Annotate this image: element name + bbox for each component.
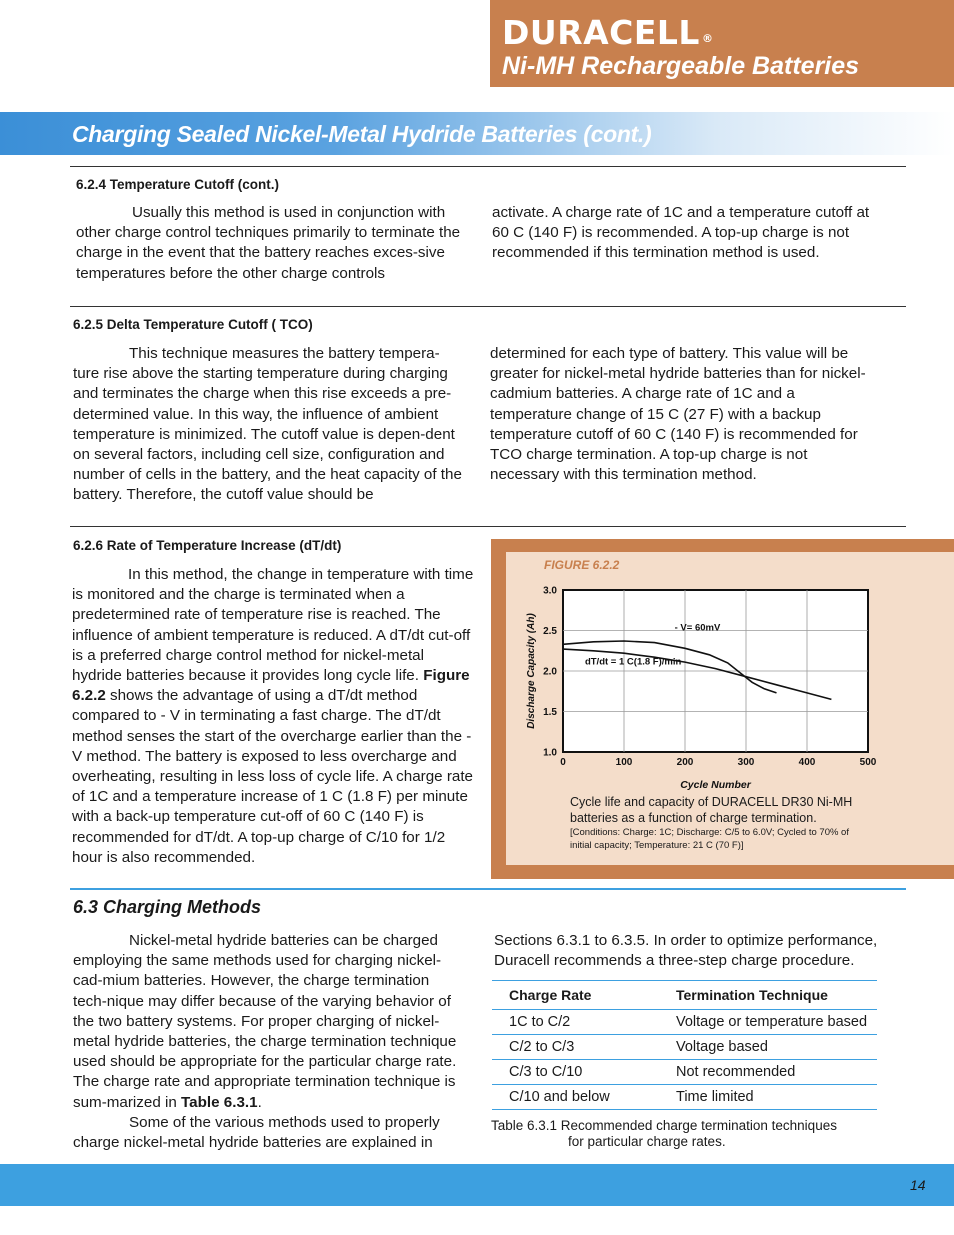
section-6-2-6-text-a: In this method, the change in temperature with time is monitored and the charge is terminated when a predetermined rate of temperature rise is reached. The influence of ambient temperature is reduced. A dT/dt cut-off is a preferred charge control method for nickel-metal hydride batteries because it provides long cycle life.: [72, 566, 474, 685]
y-axis-label: Discharge Capacity (Ah): [526, 613, 537, 729]
table-cell: C/3 to C/10: [492, 1060, 659, 1085]
table-row: [492, 1010, 877, 1035]
x-tick-label: 300: [737, 757, 755, 768]
section-6-2-6-text-b: shows the advantage of using a dT/dt method compared to - V in terminating a fast charge. The dT/dt method senses the start of the overcharge earlier than the - V method. The battery is exposed to less overcharge and overheating, resulting in less loss of cycle life. A charge rate of 1C and a temperature increase of 1 C (1.8 F) per minute with a back-up temperature cut-off of 60 C (140 F) is recommended for dT/dt. A top-up charge of C/10 for 1/2 hour is also recommended.: [72, 687, 473, 866]
section-6-2-5-col1: [73, 344, 465, 506]
table-cell: C/10 and below: [492, 1085, 659, 1110]
x-tick-label: 100: [615, 757, 633, 768]
section-6-3-col1-text-c: Some of the various methods used to properly charge nickel-metal hydride batteries are explained in: [73, 1113, 440, 1152]
figure-label: FIGURE 6.2.2: [544, 558, 620, 572]
table-cell: Time limited: [659, 1085, 877, 1110]
x-tick-label: 0: [560, 757, 566, 768]
section-6-3-col2: Sections 6.3.1 to 6.3.5. In order to optimize performance, Duracell recommends a three-step charge procedure.: [494, 932, 878, 970]
table-caption-line1: Table 6.3.1 Recommended charge termination techniques: [491, 1118, 837, 1133]
table-cell: C/2 to C/3: [492, 1035, 659, 1060]
table-caption-line2: for particular charge rates.: [568, 1134, 726, 1149]
table-header-charge-rate: Charge Rate: [492, 981, 659, 1010]
figure-caption: Cycle life and capacity of DURACELL DR30 Ni-MH batteries as a function of charge termination.: [570, 795, 853, 825]
page-number: 14: [910, 1177, 926, 1193]
brand-name: DURACELL: [502, 13, 700, 52]
y-tick-label: 3.0: [543, 585, 557, 597]
section-6-2-5-col1-text: This technique measures the battery tempera-ture rise above the starting temperature during charging and terminates the charge when this rise exceeds a pre-determined value. In this way, the influence of ambient temperature is minimized. The cutoff value is depen-dent on several factors, including cell size, configuration and number of cells in the battery, and the heat capacity of the battery. Therefore, the cutoff value should be: [73, 345, 462, 504]
page-footer: [0, 1164, 954, 1206]
y-tick-label: 1.0: [543, 747, 557, 759]
section-6-2-4-col1: [76, 203, 462, 284]
table-reference-link[interactable]: Table 6.3.1: [181, 1093, 258, 1111]
section-heading-6-2-5: 6.2.5 Delta Temperature Cutoff ( TCO): [73, 317, 313, 332]
x-tick-label: 400: [798, 757, 816, 768]
section-6-2-4-col2: activate. A charge rate of 1C and a temperature cutoff at 60 C (140 F) is recommended. A top-up charge is not recommended if this termination method is used.: [492, 204, 870, 262]
table-cell: Voltage or temperature based: [659, 1010, 877, 1035]
table-header-row: [492, 981, 877, 1010]
table-header-termination: Termination Technique: [659, 981, 877, 1010]
table-row: [492, 1035, 877, 1060]
x-tick-label: 500: [859, 757, 877, 768]
section-6-3-col1: [73, 931, 465, 1153]
table-cell: Voltage based: [659, 1035, 877, 1060]
registered-mark: ®: [701, 32, 714, 45]
series-label: dT/dt = 1 C(1.8 F)/min: [584, 656, 682, 668]
brand-subtitle: Ni-MH Rechargeable Batteries: [502, 52, 860, 80]
section-6-2-4-col1-text: Usually this method is used in conjunction with other charge control techniques primarily to terminate the charge in the event that the battery reaches exces-sive temperatures before the other charge controls: [76, 204, 461, 282]
brand-logo: [502, 14, 713, 52]
table-cell: Not recommended: [659, 1060, 877, 1085]
table-row: [492, 1085, 877, 1110]
x-tick-label: 200: [676, 757, 694, 768]
y-tick-label: 2.5: [543, 626, 557, 637]
y-tick-label: 1.5: [543, 707, 557, 718]
section-divider: [70, 166, 906, 167]
charge-termination-table: [492, 980, 877, 1110]
section-6-3-col1-text-a: Nickel-metal hydride batteries can be charged employing the same methods used for charging nickel-cad-mium batteries. However, the charge termination tech-nique may differ because of the varying behavior of the two battery systems. For proper charging of nickel-metal hydride batteries, the charge termination technique used should be appropriate for the particular charge rate. The charge rate and appropriate termination technique is sum-marized in: [73, 932, 457, 1111]
x-axis-label: Cycle Number: [680, 779, 751, 791]
section-heading-6-2-4: 6.2.4 Temperature Cutoff (cont.): [76, 177, 280, 192]
table-row: [492, 1060, 877, 1085]
page-title: Charging Sealed Nickel-Metal Hydride Batteries (cont.): [72, 121, 652, 147]
section-divider: [70, 526, 906, 527]
section-6-2-5-col2: determined for each type of battery. This value will be greater for nickel-metal hydride batteries than for nickel-cadmium batteries. A charge rate of 1C and a temperature change of 15 C (27 F) with a backup temperature cutoff of 60 C (140 F) is recommended for TCO charge termination. A top-up charge is not necessary with this termination method.: [490, 345, 866, 484]
figure-conditions: [Conditions: Charge: 1C; Discharge: C/5 to 6.0V; Cycled to 70% of initial capacity; Temperature: 21 C (70 F)]: [570, 827, 849, 851]
section-heading-6-2-6: 6.2.6 Rate of Temperature Increase (dT/dt): [73, 538, 342, 553]
series-label: - V= 60mV: [674, 622, 721, 634]
section-6-2-6-text: [72, 565, 476, 868]
table-cell: 1C to C/2: [492, 1010, 659, 1035]
table-caption: [491, 1118, 837, 1150]
section-6-3-col1-text-b: .: [257, 1093, 262, 1111]
figure-reference-link[interactable]: Figure 6.2.2: [72, 667, 470, 705]
section-heading-6-3: 6.3 Charging Methods: [73, 897, 262, 917]
y-tick-label: 2.0: [543, 666, 557, 678]
section-divider: [70, 306, 906, 307]
section-divider-blue: [70, 888, 906, 890]
cycle-life-chart: [506, 575, 946, 795]
